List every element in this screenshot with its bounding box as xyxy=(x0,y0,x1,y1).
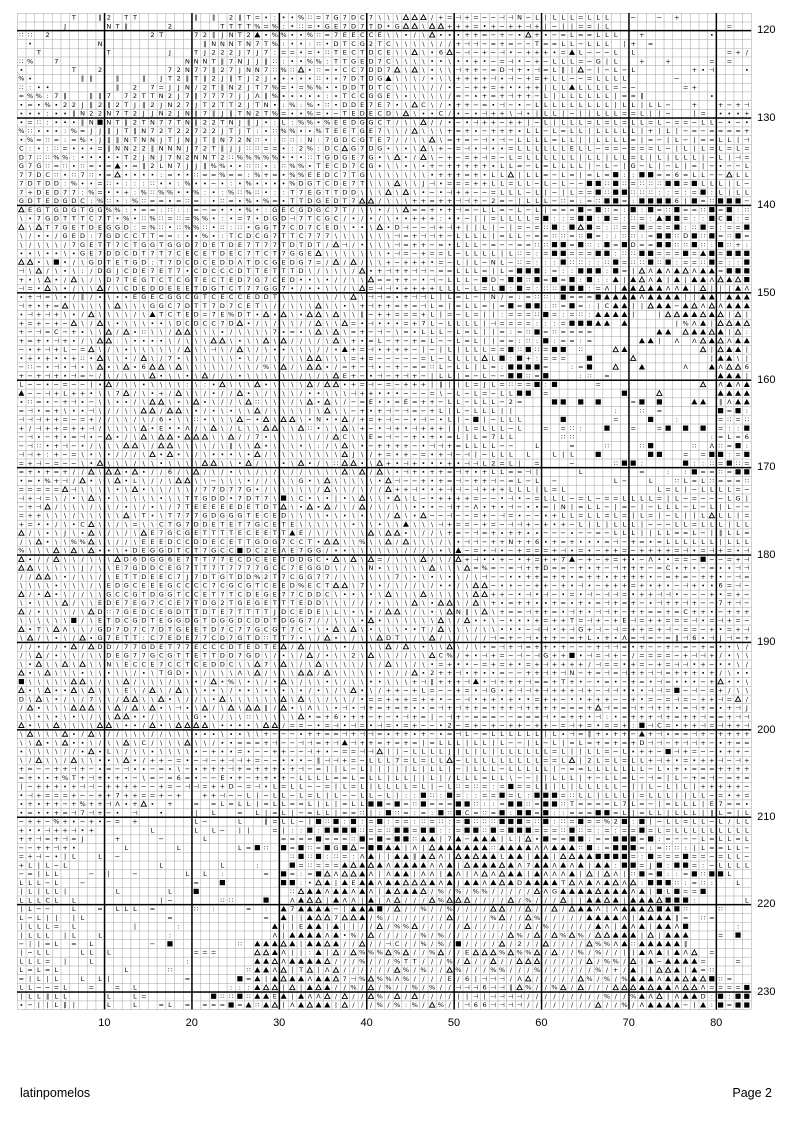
col-label-30: 30 xyxy=(273,1017,286,1029)
row-label-170: 170 xyxy=(757,461,776,474)
row-label-190: 190 xyxy=(757,636,776,649)
row-label-180: 180 xyxy=(757,548,776,561)
footer-page-number: Page 2 xyxy=(732,1086,772,1100)
row-label-120: 120 xyxy=(757,24,776,37)
row-label-220: 220 xyxy=(757,898,776,911)
footer-designer-name: latinpomelos xyxy=(20,1086,91,1100)
row-label-130: 130 xyxy=(757,111,776,124)
row-label-200: 200 xyxy=(757,723,776,736)
row-label-150: 150 xyxy=(757,286,776,299)
row-label-140: 140 xyxy=(757,199,776,212)
row-label-210: 210 xyxy=(757,811,776,824)
col-label-10: 10 xyxy=(98,1017,111,1029)
row-label-160: 160 xyxy=(757,374,776,387)
col-label-60: 60 xyxy=(535,1017,548,1029)
col-label-70: 70 xyxy=(622,1017,635,1029)
col-label-40: 40 xyxy=(360,1017,373,1029)
col-label-80: 80 xyxy=(710,1017,723,1029)
col-label-20: 20 xyxy=(185,1017,198,1029)
row-label-230: 230 xyxy=(757,985,776,998)
col-label-50: 50 xyxy=(447,1017,461,1029)
